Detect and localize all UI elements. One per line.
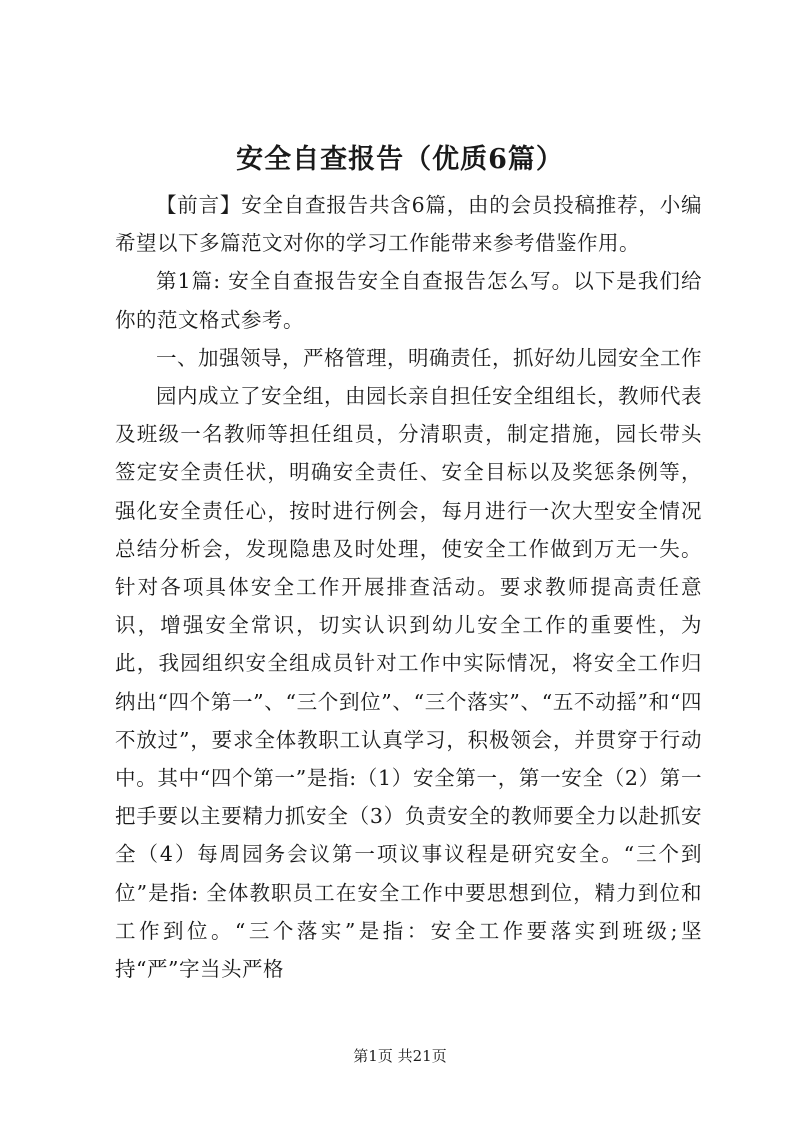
paragraph-preface: 【前言】安全自查报告共含6篇，由的会员投稿推荐，小编希望以下多篇范文对你的学习工作能带来参考借鉴作用。 (115, 193, 702, 256)
paragraph-body: 园内成立了安全组，由园长亲自担任安全组组长，教师代表及班级一名教师等担任组员，分清职责，制定措施，园长带头签定安全责任状，明确安全责任、安全目标以及奖惩条例等，强化安全责任心，按时进行例会，每月进行一次大型安全情况总结分析会，发现隐患及时处理，使安全工作做到万无一失。针对各项具体安全工作开展排查活动。要求教师提高责任意识，增强安全常识，切实认识到幼儿安全工作的重要性，为此，我园组织安全组成员针对工作中实际情况，将安全工作归纳出“四个第一”、“三个到位”、“三个落实”、“五不动摇”和“四不放过”，要求全体教职工认真学习，积极领会，并贯穿于行动中。其中“四个第一”是指:（1）安全第一，第一安全（2）第一把手要以主要精力抓安全（3）负责安全的教师要全力以赴抓安全（4）每周园务会议第一项议事议程是研究安全。“三个到位”是指: 全体教职员工在安全工作中要思想到位，精力到位和工作到位。“三个落实”是指：安全工作要落实到班级;坚持“严”字当头严格 (115, 384, 702, 982)
paragraph-chapter-heading: 第1篇: 安全自查报告安全自查报告怎么写。以下是我们给你的范文格式参考。 (115, 269, 702, 332)
paragraph-section-heading: 一、加强领导，严格管理，明确责任，抓好幼儿园安全工作 (156, 345, 702, 370)
page-footer: 第1页 共21页 (353, 1047, 447, 1065)
document-title: 安全自查报告（优质6篇） (236, 144, 564, 175)
document-body (115, 186, 702, 988)
